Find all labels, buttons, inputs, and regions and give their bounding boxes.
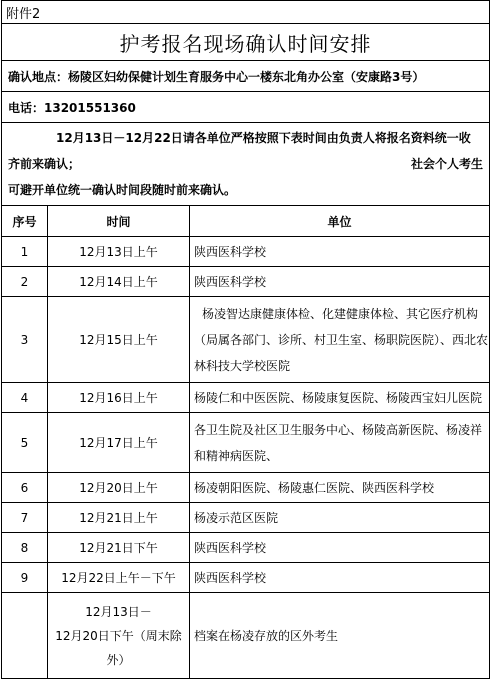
notice-line-2-right: 社会个人考生: [410, 157, 483, 171]
schedule-document-table: [1, 0, 490, 679]
row-no: [2, 593, 48, 679]
notice-line-2: [8, 151, 483, 177]
row-time: 12月14日上午: [48, 267, 190, 297]
table-row: [2, 473, 490, 503]
row-unit: 杨陵仁和中医医院、杨陵康复医院、杨陵西宝妇儿医院: [190, 383, 490, 413]
page-title: 护考报名现场确认时间安排: [2, 24, 490, 61]
row-unit: 杨凌朝阳医院、杨陵惠仁医院、陕西医科学校: [190, 473, 490, 503]
row-no: 3: [2, 297, 48, 383]
table-header-row: [2, 206, 490, 237]
attachment-label: 附件2: [2, 1, 490, 24]
row-time: 12月21日上午: [48, 503, 190, 533]
row-time: 12月16日上午: [48, 383, 190, 413]
table-row: [2, 383, 490, 413]
phone-line: 电话：13201551360: [2, 92, 490, 123]
row-no: 4: [2, 383, 48, 413]
row-unit: 档案在杨凌存放的区外考生: [190, 593, 490, 679]
row-time: 12月22日上午－下午: [48, 563, 190, 593]
notice-paragraph: [2, 123, 490, 206]
row-no: 6: [2, 473, 48, 503]
row-time-line: 12月20日下午（周末除: [55, 628, 182, 643]
row-unit: 杨凌示范区医院: [190, 503, 490, 533]
row-no: 5: [2, 413, 48, 473]
row-time-line: 外）: [106, 652, 131, 667]
row-unit: 杨凌智达康健康体检、化建健康体检、其它医疗机构（局属各部门、诊所、村卫生室、杨职院医院）、西北农林科技大学校医院: [190, 297, 490, 383]
row-no: 1: [2, 237, 48, 267]
notice-line-3: 可避开单位统一确认时间段随时前来确认。: [8, 183, 237, 197]
row-unit: 各卫生院及社区卫生服务中心、杨陵高新医院、杨凌祥和精神病医院、: [190, 413, 490, 473]
table-row: [2, 297, 490, 383]
header-no: 序号: [2, 206, 48, 237]
row-no: 2: [2, 267, 48, 297]
row-no: 9: [2, 563, 48, 593]
row-unit: 陕西医科学校: [190, 563, 490, 593]
document-page: [1, 0, 491, 679]
row-time: 12月20日上午: [48, 473, 190, 503]
table-row: [2, 413, 490, 473]
row-time: 12月17日上午: [48, 413, 190, 473]
row-time: 12月13日上午: [48, 237, 190, 267]
header-time: 时间: [48, 206, 190, 237]
table-row: [2, 593, 490, 679]
row-unit: 陕西医科学校: [190, 267, 490, 297]
header-unit: 单位: [190, 206, 490, 237]
table-row: [2, 533, 490, 563]
table-row: [2, 503, 490, 533]
notice-line-2-left: 齐前来确认；: [8, 157, 81, 171]
notice-line-1: 12月13日－12月22日请各单位严格按照下表时间由负责人将报名资料统一收: [56, 131, 471, 145]
row-unit: 陕西医科学校: [190, 533, 490, 563]
table-row: [2, 563, 490, 593]
table-row: [2, 237, 490, 267]
row-time: 12月15日上午: [48, 297, 190, 383]
row-no: 7: [2, 503, 48, 533]
row-no: 8: [2, 533, 48, 563]
row-time-line: 12月13日－: [85, 604, 152, 619]
table-row: [2, 267, 490, 297]
row-time: 12月21日下午: [48, 533, 190, 563]
location-line: 确认地点：杨陵区妇幼保健计划生育服务中心一楼东北角办公室（安康路3号）: [2, 61, 490, 92]
row-time: [48, 593, 190, 679]
row-unit: 陕西医科学校: [190, 237, 490, 267]
